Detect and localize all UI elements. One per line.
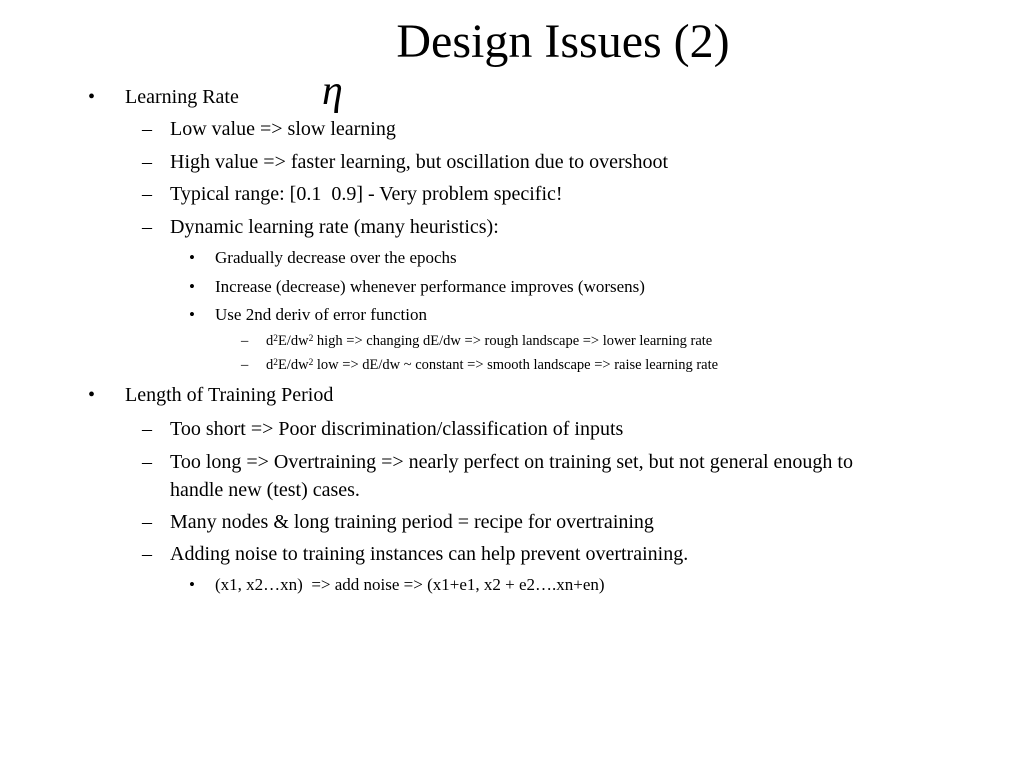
bullet-dot: • (189, 248, 195, 267)
bullet-dot: • (189, 305, 195, 324)
list-item: Length of Training Period (125, 384, 334, 406)
formula-text: d (266, 357, 274, 373)
list-item: Increase (decrease) whenever performance improves (worsens) (215, 277, 645, 296)
bullet-dash: – (142, 511, 152, 533)
bullet-dash: – (241, 333, 249, 349)
formula-superscript: 2 (308, 333, 314, 344)
formula-text: high => changing dE/dw => rough landscape => lower learning rate (313, 333, 713, 349)
list-item: Dynamic learning rate (many heuristics): (170, 216, 499, 238)
bullet-dash: – (142, 118, 152, 140)
bullet-dot: • (189, 575, 195, 594)
list-item: Adding noise to training instances can help prevent overtraining. (170, 543, 689, 565)
bullet-dash: – (142, 418, 152, 440)
bullet-dash: – (142, 216, 152, 238)
formula-text: low => dE/dw ~ constant => smooth landscape => raise learning rate (313, 357, 719, 373)
list-item: Many nodes & long training period = recipe for overtraining (170, 511, 654, 533)
bullet-dot: • (88, 86, 96, 108)
formula-text: E/dw (277, 333, 309, 349)
list-item: High value => faster learning, but oscillation due to overshoot (170, 151, 668, 173)
formula-text: E/dw (277, 357, 309, 373)
bullet-dot: • (189, 277, 195, 296)
list-item: Typical range: [0.1 0.9] - Very problem specific! (170, 183, 563, 205)
formula-superscript: 2 (273, 333, 278, 344)
slide-title: Design Issues (2) (396, 15, 730, 68)
bullet-dash: – (142, 183, 152, 205)
list-item (266, 357, 718, 374)
list-item-line2: handle new (test) cases. (170, 479, 360, 501)
list-item: (x1, x2…xn) => add noise => (x1+e1, x2 + e2….xn+en) (215, 575, 605, 594)
formula-text: d (266, 333, 274, 349)
list-item: Low value => slow learning (170, 118, 396, 140)
list-item: Gradually decrease over the epochs (215, 248, 457, 267)
formula-superscript: 2 (273, 357, 278, 368)
list-item: Too short => Poor discrimination/classification of inputs (170, 418, 624, 440)
list-item: Use 2nd deriv of error function (215, 305, 427, 324)
bullet-dash: – (142, 151, 152, 173)
formula-superscript: 2 (308, 357, 314, 368)
bullet-dash: – (241, 357, 249, 373)
bullet-dash: – (142, 451, 152, 473)
eta-symbol: η (322, 68, 343, 114)
bullet-dash: – (142, 543, 152, 565)
list-item: Learning Rate (125, 86, 239, 108)
bullet-dot: • (88, 384, 96, 406)
list-item (266, 333, 712, 350)
list-item-line1: Too long => Overtraining => nearly perfect on training set, but not general enough to (170, 451, 853, 473)
